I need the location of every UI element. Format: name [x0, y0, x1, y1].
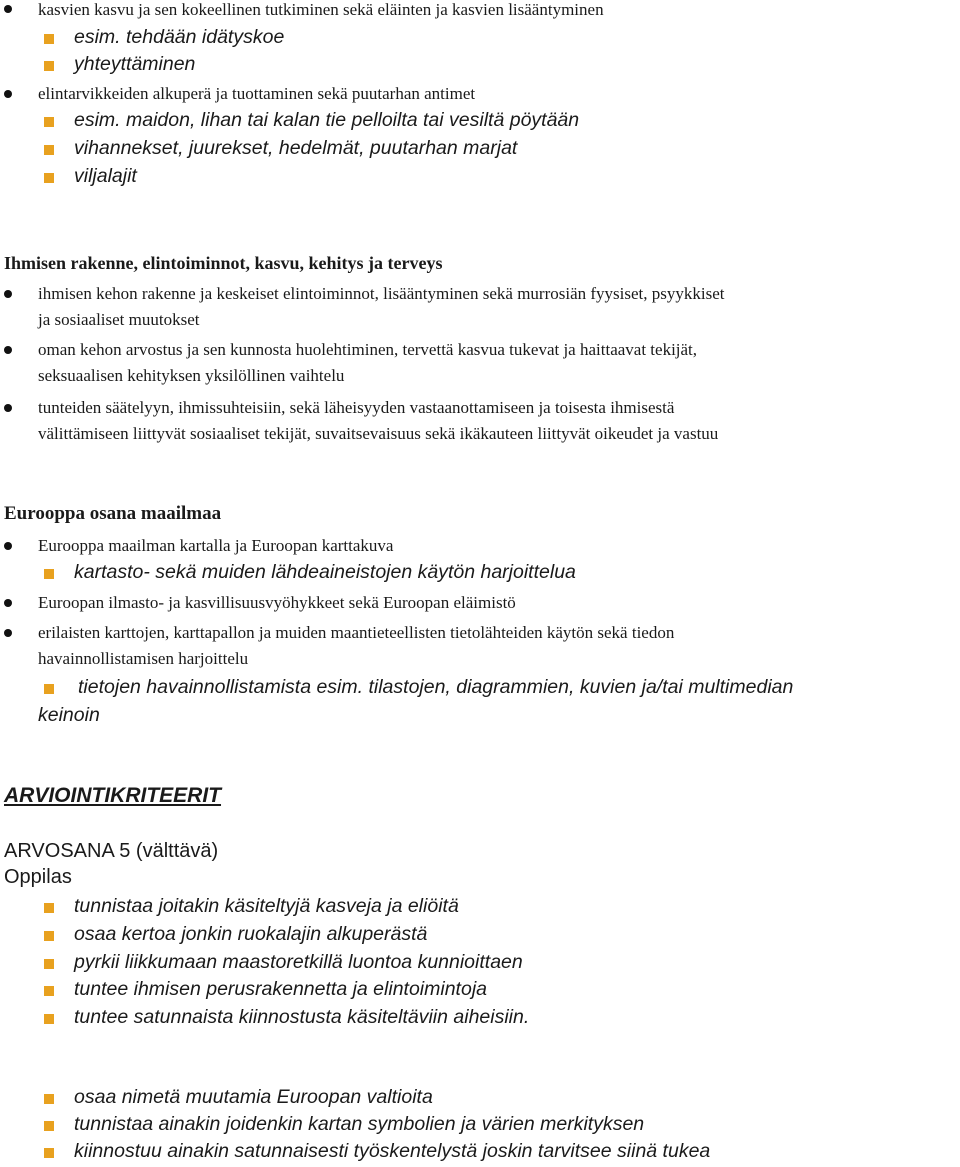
list-item-text: erilaisten karttojen, karttapallon ja muiden maantieteellisten tietolähteiden käytön sekä tiedon — [38, 623, 675, 642]
sub-list-item — [0, 165, 960, 189]
list-item-text: seksuaalisen kehityksen yksilöllinen vaihtelu — [38, 366, 345, 385]
sub-list-item-text: tietojen havainnollistamista esim. tilastojen, diagrammien, kuvien ja/tai multimedian — [78, 676, 794, 698]
square-bullet-icon — [44, 145, 54, 155]
list-item-text: havainnollistamisen harjoittelu — [38, 649, 249, 668]
criteria-item-text: tunnistaa ainakin joidenkin kartan symbolien ja värien merkityksen — [74, 1113, 645, 1135]
grade-label-text: ARVOSANA 5 (välttävä) — [4, 840, 219, 862]
criteria-item — [0, 1140, 960, 1164]
sub-list-item-text: kartasto- sekä muiden lähdeaineistojen käytön harjoittelua — [74, 561, 576, 583]
section-heading — [0, 503, 960, 529]
pupil-label — [0, 866, 960, 892]
list-item-text: ihmisen kehon rakenne ja keskeiset elintoiminnot, lisääntyminen sekä murrosiän fyysiset, psyykkiset — [38, 284, 725, 303]
criteria-item — [0, 1113, 960, 1137]
criteria-item-text: tunnistaa joitakin käsiteltyjä kasveja ja eliöitä — [74, 895, 459, 917]
square-bullet-icon — [44, 684, 54, 694]
list-item — [0, 340, 960, 360]
sub-list-item — [0, 53, 960, 77]
criteria-heading-text: ARVIOINTIKRITEERIT — [4, 784, 222, 807]
list-item-text: elintarvikkeiden alkuperä ja tuottaminen sekä puutarhan antimet — [38, 84, 476, 103]
square-bullet-icon — [44, 34, 54, 44]
square-bullet-icon — [44, 1148, 54, 1158]
list-item-text: kasvien kasvu ja sen kokeellinen tutkiminen sekä eläinten ja kasvien lisääntyminen — [38, 0, 604, 19]
square-bullet-icon — [44, 931, 54, 941]
list-item-continuation — [0, 366, 960, 386]
square-bullet-icon — [44, 117, 54, 127]
list-item — [0, 398, 960, 418]
sub-list-item-text: esim. tehdään idätyskoe — [74, 26, 285, 48]
criteria-item — [0, 1086, 960, 1110]
list-item-text: välittämiseen liittyvät sosiaaliset tekijät, suvaitsevaisuus sekä ikäkauteen liittyvät oikeudet ja vastuu — [38, 424, 719, 443]
criteria-item — [0, 923, 960, 947]
criteria-item-text: osaa kertoa jonkin ruokalajin alkuperästä — [74, 923, 428, 945]
sub-list-item-text: esim. maidon, lihan tai kalan tie pelloilta tai vesiltä pöytään — [74, 109, 580, 131]
bullet-dot-icon — [4, 542, 12, 550]
list-item — [0, 623, 960, 643]
pupil-label-text: Oppilas — [4, 866, 72, 888]
square-bullet-icon — [44, 61, 54, 71]
bullet-dot-icon — [4, 629, 12, 637]
square-bullet-icon — [44, 986, 54, 996]
sub-list-item-text: viljalajit — [74, 165, 137, 187]
bullet-dot-icon — [4, 5, 12, 13]
bullet-dot-icon — [4, 90, 12, 98]
list-item — [0, 593, 960, 613]
criteria-item — [0, 895, 960, 919]
square-bullet-icon — [44, 903, 54, 913]
square-bullet-icon — [44, 1014, 54, 1024]
list-item-text: Euroopan ilmasto- ja kasvillisuusvyöhykkeet sekä Euroopan eläimistö — [38, 593, 516, 612]
bullet-dot-icon — [4, 290, 12, 298]
section-heading — [0, 253, 960, 277]
square-bullet-icon — [44, 569, 54, 579]
sub-list-item-text: vihannekset, juurekset, hedelmät, puutarhan marjat — [74, 137, 518, 159]
square-bullet-icon — [44, 1094, 54, 1104]
sub-list-item — [0, 109, 960, 133]
square-bullet-icon — [44, 173, 54, 183]
sub-list-item — [0, 137, 960, 161]
list-item-text: ja sosiaaliset muutokset — [38, 310, 200, 329]
sub-list-item — [0, 676, 960, 700]
grade-label — [0, 840, 960, 866]
list-item-text: oman kehon arvostus ja sen kunnosta huolehtiminen, tervettä kasvua tukevat ja haittaavat tekijät, — [38, 340, 698, 359]
sub-list-item-text: yhteyttäminen — [74, 53, 196, 75]
list-item-text: tunteiden säätelyyn, ihmissuhteisiin, sekä läheisyyden vastaanottamiseen ja toisesta ihmisestä — [38, 398, 675, 417]
bullet-dot-icon — [4, 346, 12, 354]
list-item-text: Eurooppa maailman kartalla ja Euroopan karttakuva — [38, 536, 394, 555]
section-heading-text: Eurooppa osana maailmaa — [4, 503, 222, 524]
list-item-continuation — [0, 424, 960, 444]
bullet-dot-icon — [4, 404, 12, 412]
square-bullet-icon — [44, 1121, 54, 1131]
list-item-continuation — [0, 649, 960, 669]
criteria-item-text: tuntee satunnaista kiinnostusta käsiteltäviin aiheisiin. — [74, 1006, 530, 1028]
sub-list-item-continuation — [0, 704, 960, 728]
bullet-dot-icon — [4, 599, 12, 607]
criteria-item-text: tuntee ihmisen perusrakennetta ja elintoimintoja — [74, 978, 487, 1000]
list-item-continuation — [0, 310, 960, 330]
criteria-item — [0, 978, 960, 1002]
list-item — [0, 0, 960, 20]
criteria-item-text: osaa nimetä muutamia Euroopan valtioita — [74, 1086, 433, 1108]
criteria-item — [0, 951, 960, 975]
sub-list-item-text: keinoin — [38, 704, 100, 726]
criteria-heading — [0, 784, 960, 812]
list-item — [0, 536, 960, 556]
square-bullet-icon — [44, 959, 54, 969]
section-heading-text: Ihmisen rakenne, elintoiminnot, kasvu, kehitys ja terveys — [4, 253, 443, 273]
sub-list-item — [0, 26, 960, 50]
criteria-item-text: pyrkii liikkumaan maastoretkillä luontoa kunnioittaen — [74, 951, 523, 973]
criteria-item — [0, 1006, 960, 1030]
list-item — [0, 84, 960, 104]
list-item — [0, 284, 960, 304]
criteria-item-text: kiinnostuu ainakin satunnaisesti työskentelystä joskin tarvitsee siinä tukea — [74, 1140, 711, 1162]
sub-list-item — [0, 561, 960, 585]
